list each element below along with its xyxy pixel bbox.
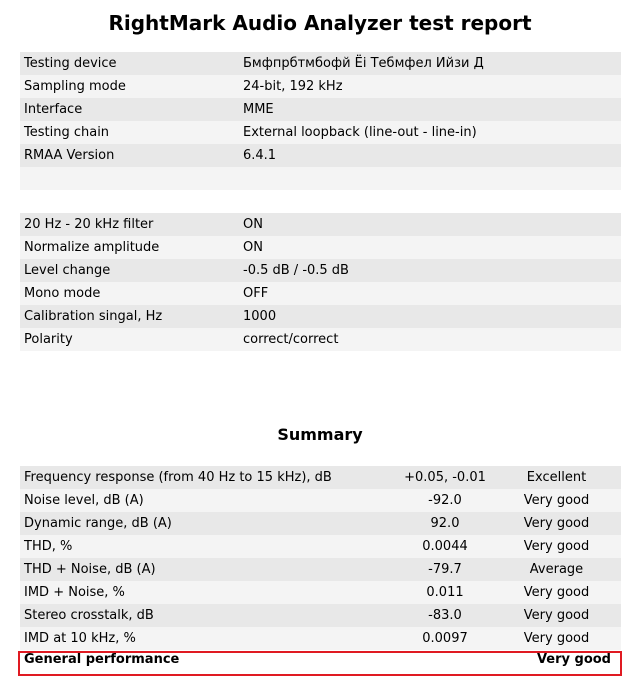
general-performance-value — [398, 650, 492, 669]
table-row — [20, 144, 621, 167]
table-row — [20, 75, 621, 98]
info-label: Testing chain — [20, 121, 239, 144]
summary-param: IMD + Noise, % — [20, 581, 398, 604]
table-row — [20, 466, 621, 489]
setting-label: Mono mode — [20, 282, 239, 305]
summary-value: +0.05, -0.01 — [398, 466, 492, 489]
summary-param: IMD at 10 kHz, % — [20, 627, 398, 650]
summary-param: THD, % — [20, 535, 398, 558]
general-performance-row — [20, 650, 621, 669]
setting-label: 20 Hz - 20 kHz filter — [20, 213, 239, 236]
setting-value: OFF — [239, 282, 621, 305]
setting-value: correct/correct — [239, 328, 621, 351]
summary-rating: Excellent — [492, 466, 621, 489]
table-row — [20, 236, 621, 259]
table-row — [20, 558, 621, 581]
setting-value: ON — [239, 213, 621, 236]
setting-label: Polarity — [20, 328, 239, 351]
table-row — [20, 305, 621, 328]
summary-rating: Average — [492, 558, 621, 581]
summary-rating: Very good — [492, 604, 621, 627]
summary-param: Dynamic range, dB (A) — [20, 512, 398, 535]
table-row — [20, 535, 621, 558]
report-title: RightMark Audio Analyzer test report — [108, 11, 532, 35]
table-row — [20, 121, 621, 144]
summary-value: 0.011 — [398, 581, 492, 604]
summary-rating: Very good — [492, 581, 621, 604]
info-label: Sampling mode — [20, 75, 239, 98]
table-row — [20, 328, 621, 351]
summary-param: Frequency response (from 40 Hz to 15 kHz), dB — [20, 466, 398, 489]
table-row — [20, 604, 621, 627]
settings-table — [20, 213, 621, 351]
general-performance-rating: Very good — [492, 650, 621, 669]
info-table — [20, 52, 621, 190]
general-performance-label: General performance — [20, 650, 398, 669]
summary-rating: Very good — [492, 627, 621, 650]
info-value: Бмфпрбтмбофй Ёі Тебмфел Ийзи Д — [239, 52, 621, 75]
table-spacer-cell — [20, 167, 621, 190]
table-row — [20, 627, 621, 650]
summary-value: -83.0 — [398, 604, 492, 627]
info-label: Interface — [20, 98, 239, 121]
table-row — [20, 489, 621, 512]
summary-param: THD + Noise, dB (A) — [20, 558, 398, 581]
summary-value: -92.0 — [398, 489, 492, 512]
setting-label: Level change — [20, 259, 239, 282]
table-row — [20, 259, 621, 282]
table-spacer-row — [20, 167, 621, 190]
table-row — [20, 213, 621, 236]
table-row — [20, 282, 621, 305]
summary-title: Summary — [277, 425, 363, 444]
summary-rating: Very good — [492, 512, 621, 535]
summary-param: Stereo crosstalk, dB — [20, 604, 398, 627]
setting-value: ON — [239, 236, 621, 259]
info-label: RMAA Version — [20, 144, 239, 167]
summary-value: 92.0 — [398, 512, 492, 535]
info-value: External loopback (line-out - line-in) — [239, 121, 621, 144]
table-row — [20, 581, 621, 604]
table-row — [20, 512, 621, 535]
summary-value: 0.0097 — [398, 627, 492, 650]
summary-param: Noise level, dB (A) — [20, 489, 398, 512]
table-row — [20, 52, 621, 75]
setting-value: -0.5 dB / -0.5 dB — [239, 259, 621, 282]
info-label: Testing device — [20, 52, 239, 75]
summary-value: 0.0044 — [398, 535, 492, 558]
summary-value: -79.7 — [398, 558, 492, 581]
info-value: MME — [239, 98, 621, 121]
setting-label: Calibration singal, Hz — [20, 305, 239, 328]
summary-table — [20, 466, 621, 669]
info-value: 6.4.1 — [239, 144, 621, 167]
setting-value: 1000 — [239, 305, 621, 328]
setting-label: Normalize amplitude — [20, 236, 239, 259]
summary-rating: Very good — [492, 489, 621, 512]
table-row — [20, 98, 621, 121]
info-value: 24-bit, 192 kHz — [239, 75, 621, 98]
summary-rating: Very good — [492, 535, 621, 558]
